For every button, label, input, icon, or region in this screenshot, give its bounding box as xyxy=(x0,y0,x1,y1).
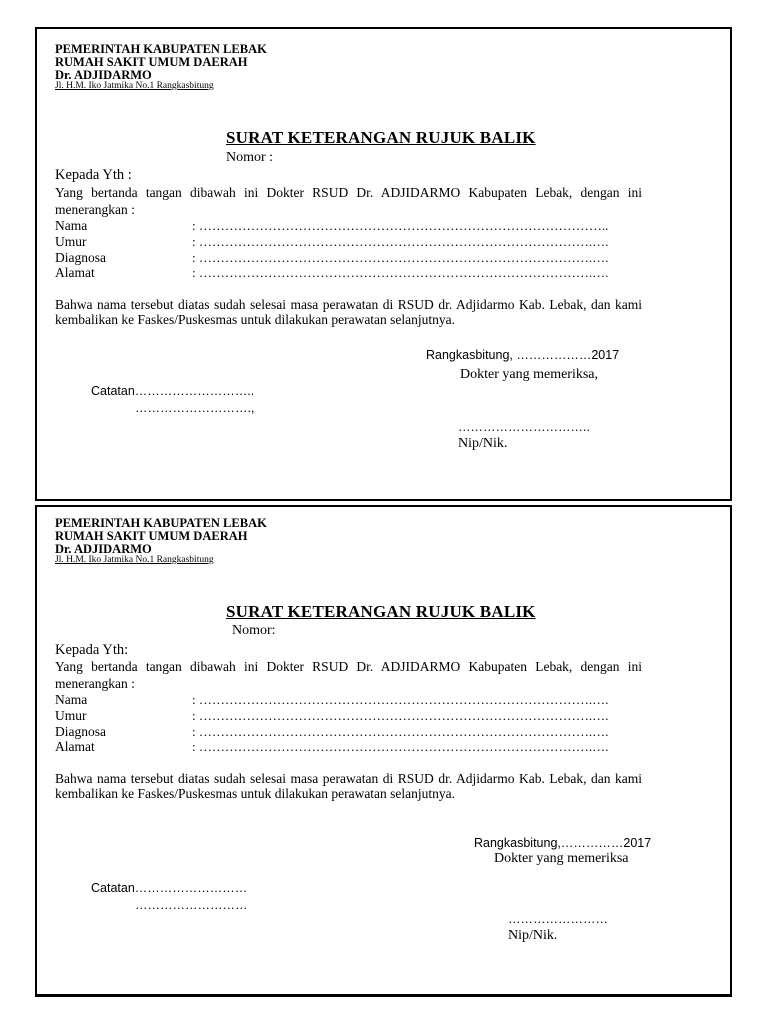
intro-line-1: Yang bertanda tangan dibawah ini Dokter RSUD Dr. ADJIDARMO Kabupaten Lebak, dengan ini xyxy=(55,185,642,200)
field-label-diagnosa: Diagnosa xyxy=(55,250,106,265)
header-government: PEMERINTAH KABUPATEN LEBAK xyxy=(55,42,267,56)
doctor-label: Dokter yang memeriksa xyxy=(494,851,629,866)
field-blank-nama: : ……………………………………………………………………………….…. xyxy=(192,692,609,707)
recipient-label: Kepada Yth: xyxy=(55,642,129,658)
nip-label: Nip/Nik. xyxy=(508,928,558,943)
catatan-line-2: ……………………… xyxy=(135,898,248,912)
field-label-alamat: Alamat xyxy=(55,265,95,280)
signature-line: …………………… xyxy=(508,912,608,926)
doctor-label: Dokter yang memeriksa, xyxy=(460,367,599,382)
header-hospital: RUMAH SAKIT UMUM DAERAH xyxy=(55,55,248,69)
field-label-alamat: Alamat xyxy=(55,739,95,754)
nomor-label: Nomor : xyxy=(226,150,274,165)
field-blank-alamat: : ……………………………………………………………………………….…. xyxy=(192,265,609,280)
field-blank-alamat: : ……………………………………………………………………………….…. xyxy=(192,739,609,754)
field-blank-diagnosa: : ……………………………………………………………………………….…. xyxy=(192,250,609,265)
field-blank-nama: : ………………………………………………………………………………….. xyxy=(192,218,609,233)
field-label-nama: Nama xyxy=(55,692,88,707)
header-address: Jl. H.M. Iko Jatmika No.1 Rangkasbitung xyxy=(55,81,214,91)
field-label-nama: Nama xyxy=(55,218,88,233)
form-title: SURAT KETERANGAN RUJUK BALIK xyxy=(226,128,536,147)
catatan-line-1: Catatan……………………….. xyxy=(91,384,255,398)
header-hospital-name: Dr. ADJIDARMO xyxy=(55,542,152,556)
recipient-label: Kepada Yth : xyxy=(55,167,132,183)
header-address: Jl. H.M. Iko Jatmika No.1 Rangkasbitung xyxy=(55,555,214,565)
field-label-diagnosa: Diagnosa xyxy=(55,724,106,739)
header-hospital-name: Dr. ADJIDARMO xyxy=(55,68,152,82)
header-hospital: RUMAH SAKIT UMUM DAERAH xyxy=(55,529,248,543)
place-date: Rangkasbitung,……………2017 xyxy=(474,836,652,850)
nomor-label: Nomor: xyxy=(232,623,276,638)
field-label-umur: Umur xyxy=(55,234,87,249)
intro-line-2: menerangkan : xyxy=(55,676,135,691)
field-blank-umur: : ……………………………………………………………………………….…. xyxy=(192,708,609,723)
place-date: Rangkasbitung, ………………2017 xyxy=(426,348,620,362)
field-label-umur: Umur xyxy=(55,708,87,723)
catatan-line-1: Catatan……………………… xyxy=(91,881,248,895)
signature-line: ………………………….. xyxy=(458,420,590,434)
nip-label: Nip/Nik. xyxy=(458,436,508,451)
intro-line-1: Yang bertanda tangan dibawah ini Dokter RSUD Dr. ADJIDARMO Kabupaten Lebak, dengan ini xyxy=(55,659,642,674)
field-blank-umur: : ……………………………………………………………………………….…. xyxy=(192,234,609,249)
catatan-line-2: ………………………., xyxy=(135,401,255,415)
statement-text: Bahwa nama tersebut diatas sudah selesai masa perawatan di RSUD dr. Adjidarmo Kab. Lebak, dan kami kembalikan ke Faskes/Puskesmas untuk dilakukan perawatan selanjutnya. xyxy=(55,297,642,327)
intro-line-2: menerangkan : xyxy=(55,202,135,217)
field-blank-diagnosa: : ……………………………………………………………………………….…. xyxy=(192,724,609,739)
header-government: PEMERINTAH KABUPATEN LEBAK xyxy=(55,516,267,530)
statement-text: Bahwa nama tersebut diatas sudah selesai masa perawatan di RSUD dr. Adjidarmo Kab. Lebak, dan kami kembalikan ke Faskes/Puskesmas untuk dilakukan perawatan selanjutnya. xyxy=(55,771,642,801)
form-title: SURAT KETERANGAN RUJUK BALIK xyxy=(226,602,536,621)
